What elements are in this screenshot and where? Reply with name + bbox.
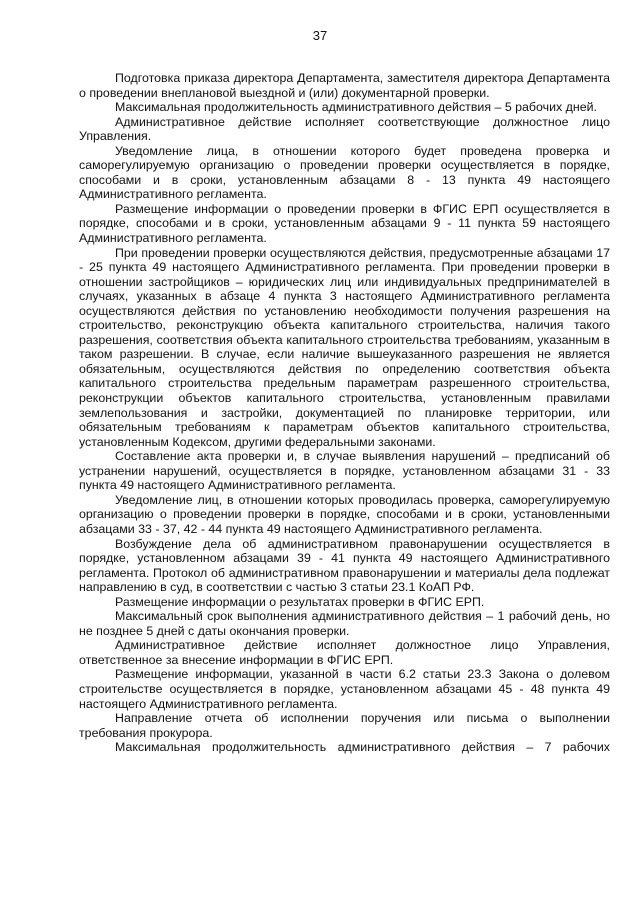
paragraph: Уведомление лиц, в отношении которых проводилась проверка, саморегулируемую организацию о проведении проверки в порядке, способами и в сроки, установленными абзацами 33 - 37, 42 - 44 пункта 49 настоящего Административного регламента. — [79, 492, 610, 536]
paragraph: Возбуждение дела об административном правонарушении осуществляется в порядке, установленном абзацами 39 - 41 пункта 49 настоящего Административного регламента. Протокол об административном правонарушении и материалы дела подлежат направлению в суд, в соответствии с частью 3 статьи 23.1 КоАП РФ. — [79, 536, 610, 595]
paragraph-continued: Максимальная продолжительность административного действия – 7 рабочих — [115, 740, 610, 755]
paragraph: Направление отчета об исполнении поручения или письма о выполнении требования прокурора. — [79, 711, 610, 740]
paragraph: Максимальная продолжительность административного действия – 5 рабочих дней. — [115, 100, 597, 115]
paragraph: Максимальный срок выполнения административного действия – 1 рабочий день, но не позднее 5 дней с даты окончания проверки. — [79, 609, 610, 638]
paragraph: Уведомление лица, в отношении которого будет проведена проверка и саморегулируемую организацию о проведении проверки осуществляется в порядке, способами и в сроки, установленным абзацами 8 - 13 пункта 49 настоящего Административного регламента. — [79, 143, 610, 202]
page-number: 37 — [312, 28, 328, 43]
paragraph: Административное действие исполняет должностное лицо Управления, ответственное за внесение информации в ФГИС ЕРП. — [79, 638, 610, 667]
document-body — [79, 71, 610, 755]
paragraph: Подготовка приказа директора Департамента, заместителя директора Департамента о проведении внеплановой выездной и (или) документарной проверки. — [79, 71, 610, 100]
paragraph: Размещение информации, указанной в части 6.2 статьи 23.3 Закона о долевом строительстве осуществляется в порядке, установленном абзацами 45 - 48 пункта 49 настоящего Административного регламента. — [79, 667, 610, 711]
paragraph: При проведении проверки осуществляются действия, предусмотренные абзацами 17 - 25 пункта 49 настоящего Административного регламента. При проведении проверки в отношении застройщиков – юридических лиц или индивидуальных предпринимателей в случаях, указанных в абзаце 4 пункта 3 настоящего Административного регламента осуществляются действия по установлению необходимости получения разрешения на строительство, реконструкцию объекта капитального строительства, наличия такого разрешения, соответствия объекта капитального строительства требованиям, указанным в таком разрешении. В случае, если наличие вышеуказанного разрешения не является обязательным, осуществляются действия по определению соответствия объекта капитального строительства предельным параметрам разрешенного строительства, реконструкции объектов капитального строительства, установленным правилами землепользования и застройки, документацией по планировке территории, или обязательным требованиям к параметрам объектов капитального строительства, установленным Кодексом, другими федеральными законами. — [79, 245, 610, 449]
paragraph: Административное действие исполняет соответствующие должностное лицо Управления. — [79, 114, 610, 144]
paragraph: Составление акта проверки и, в случае выявления нарушений – предписаний об устранении нарушений, осуществляется в порядке, установленном абзацами 31 - 33 пункта 49 настоящего Административного регламента. — [79, 449, 610, 493]
paragraph: Размещение информации о результатах проверки в ФГИС ЕРП. — [115, 594, 485, 609]
paragraph: Размещение информации о проведении проверки в ФГИС ЕРП осуществляется в порядке, способами и в сроки, установленным абзацами 9 - 11 пункта 59 настоящего Административного регламента. — [79, 201, 610, 246]
